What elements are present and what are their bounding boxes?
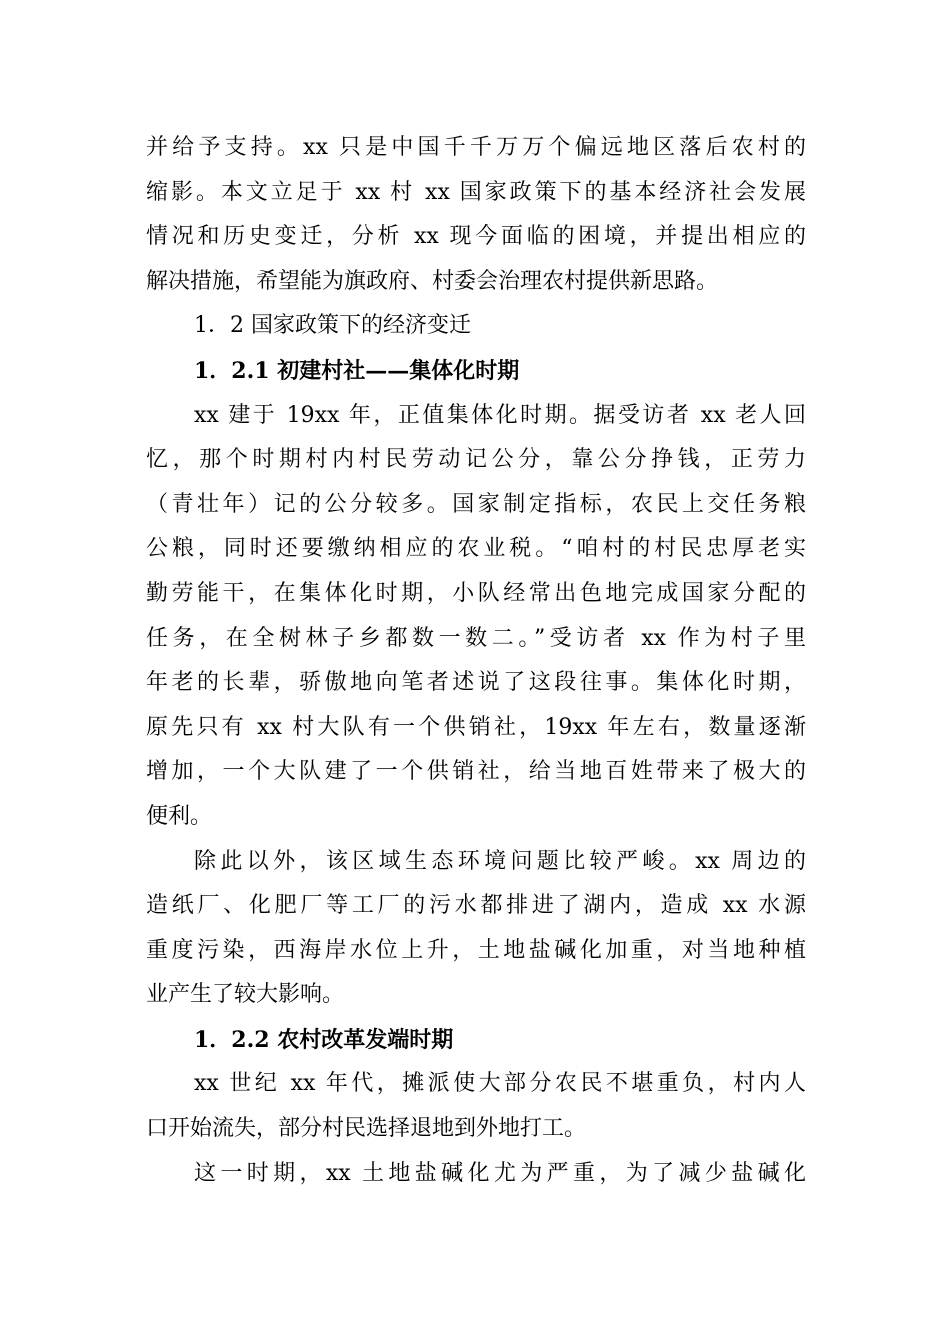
text-line: （青壮年）记的公分较多。国家制定指标，农民上交任务粮 <box>146 491 806 517</box>
text-line: 缩影。本文立足于 xx 村 xx 国家政策下的基本经济社会发展 <box>146 179 806 205</box>
subsection-heading <box>146 1018 806 1063</box>
text-line: 公粮，同时还要缴纳相应的农业税。“咱村的村民忠厚老实 <box>146 536 806 562</box>
text-line: 造纸厂、化肥厂等工厂的污水都排进了湖内，造成 xx 水源 <box>146 893 806 919</box>
text-line: xx 建于 19xx 年，正值集体化时期。据受访者 xx 老人回 <box>194 402 806 428</box>
text-line: 这一时期，xx 土地盐碱化尤为严重，为了减少盐碱化 <box>194 1160 806 1186</box>
document-body <box>146 126 806 1196</box>
heading-1-2: 1．2 国家政策下的经济变迁 <box>194 313 471 339</box>
text-line: 并给予支持。xx 只是中国千千万万个偏远地区落后农村的 <box>146 135 806 160</box>
text-line: 原先只有 xx 村大队有一个供销社，19xx 年左右，数量逐渐 <box>146 714 806 740</box>
text-line: 勤劳能干，在集体化时期，小队经常出色地完成国家分配的 <box>146 580 806 606</box>
text-line: xx 世纪 xx 年代，摊派使大部分农民不堪重负，村内人 <box>194 1071 806 1097</box>
section-heading <box>146 304 806 349</box>
paragraph-environment <box>146 840 806 1018</box>
text-line: 年老的长辈，骄傲地向笔者述说了这段往事。集体化时期， <box>146 670 806 696</box>
text-line: 重度污染，西海岸水位上升，土地盐碱化加重，对当地种植 <box>146 937 806 963</box>
text-line: 忆，那个时期村内村民劳动记公分，靠公分挣钱，正劳力 <box>146 447 806 473</box>
paragraph-intro-continuation <box>146 126 806 304</box>
text-line: 任务，在全树林子乡都数一数二。”受访者 xx 作为村子里 <box>146 625 806 651</box>
text-line: 业产生了较大影响。 <box>146 982 345 1008</box>
heading-1-2-2: 1．2.2 农村改革发端时期 <box>194 1026 454 1053</box>
paragraph-reform <box>146 1062 806 1151</box>
text-line: 便利。 <box>146 803 213 829</box>
subsection-heading <box>146 349 806 394</box>
heading-1-2-1: 1．2.1 初建村社——集体化时期 <box>194 357 520 384</box>
text-line: 情况和历史变迁，分析 xx 现今面临的困境，并提出相应的 <box>146 224 806 250</box>
text-line: 解决措施，希望能为旗政府、村委会治理农村提供新思路。 <box>146 268 719 294</box>
text-line: 口开始流失，部分村民选择退地到外地打工。 <box>146 1116 587 1142</box>
text-line: 除此以外，该区域生态环境问题比较严峻。xx 周边的 <box>194 848 806 874</box>
paragraph-salinization <box>146 1152 806 1197</box>
text-line: 增加，一个大队建了一个供销社，给当地百姓带来了极大的 <box>146 759 806 785</box>
paragraph-collectivization <box>146 394 806 840</box>
